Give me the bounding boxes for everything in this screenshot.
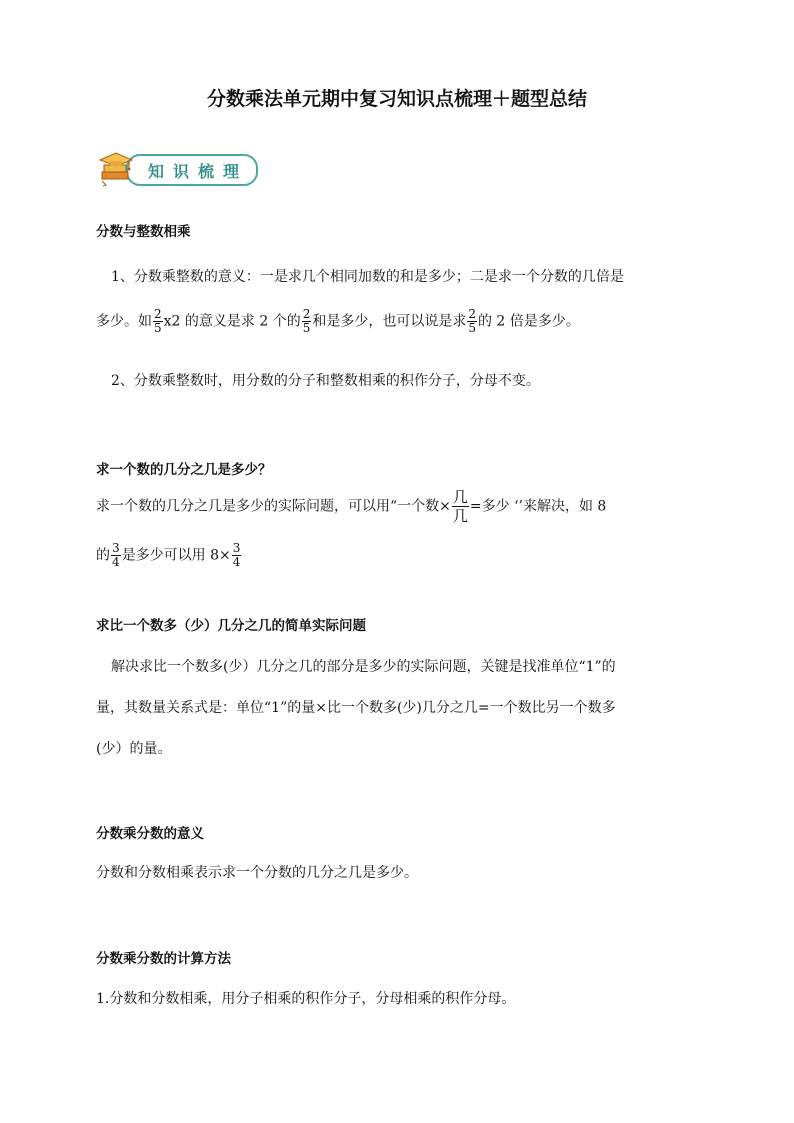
paragraph-line: 多少。如 $\frac{2}{5}$ x2 的意义是求 2 个的 $\frac{2}{5}$ 和是多少，也可以说是求 $\frac{2}{5}$ 的 2 倍是多少。 <box>96 307 580 335</box>
heading-fraction-of-number: 求一个数的几分之几是多少？ <box>96 462 272 478</box>
page-title: 分数乘法单元期中复习知识点梳理＋题型总结 <box>206 88 587 110</box>
banner-frame <box>126 154 258 186</box>
fraction: $\frac{2}{5}$ <box>154 307 162 335</box>
paragraph-line: 求一个数的几分之几是多少的实际问题，可以用“一个数× $\frac{\text{几}}{\text{几}}$ =多少 ‘’来解决，如 8 <box>96 488 607 525</box>
heading-fraction-times-integer: 分数与整数相乘 <box>96 224 191 240</box>
paragraph-line: 1、分数乘整数的意义：一是求几个相同加数的和是多少；二是求一个分数的几倍是 <box>111 269 624 285</box>
paragraph-line: 量，其数量关系式是：单位“1”的量×比一个数多(少)几分之几=一个数比另一个数多 <box>96 700 616 716</box>
section-banner <box>96 150 262 190</box>
heading-fraction-times-fraction-method: 分数乘分数的计算方法 <box>96 951 231 967</box>
paragraph-line: 2、分数乘整数时，用分数的分子和整数相乘的积作分子，分母不变。 <box>111 373 540 389</box>
fraction: $\frac{3}{4}$ <box>112 541 120 569</box>
heading-fraction-times-fraction-meaning: 分数乘分数的意义 <box>96 826 204 842</box>
fraction: $\frac{2}{5}$ <box>468 307 476 335</box>
paragraph-line: 的 $\frac{3}{4}$ 是多少可以用 8× $\frac{3}{4}$ <box>96 541 241 569</box>
fraction: $\frac{\text{几}}{\text{几}}$ <box>452 488 468 525</box>
graduation-cap-books-icon <box>96 150 144 190</box>
paragraph-line: (少）的量。 <box>96 741 172 757</box>
paragraph-line: 分数和分数相乘表示求一个分数的几分之几是多少。 <box>96 865 418 881</box>
fraction: $\frac{3}{4}$ <box>232 541 241 569</box>
fraction: $\frac{2}{5}$ <box>302 307 311 335</box>
paragraph-line: 1.分数和分数相乘，用分子相乘的积作分子，分母相乘的积作分母。 <box>96 991 516 1007</box>
heading-more-or-less-fraction: 求比一个数多（少）几分之几的简单实际问题 <box>96 618 366 634</box>
paragraph-line: 解决求比一个数多(少）几分之几的部分是多少的实际问题，关键是找准单位“1”的 <box>111 659 616 675</box>
banner-label: 知识梳理 <box>148 162 249 181</box>
